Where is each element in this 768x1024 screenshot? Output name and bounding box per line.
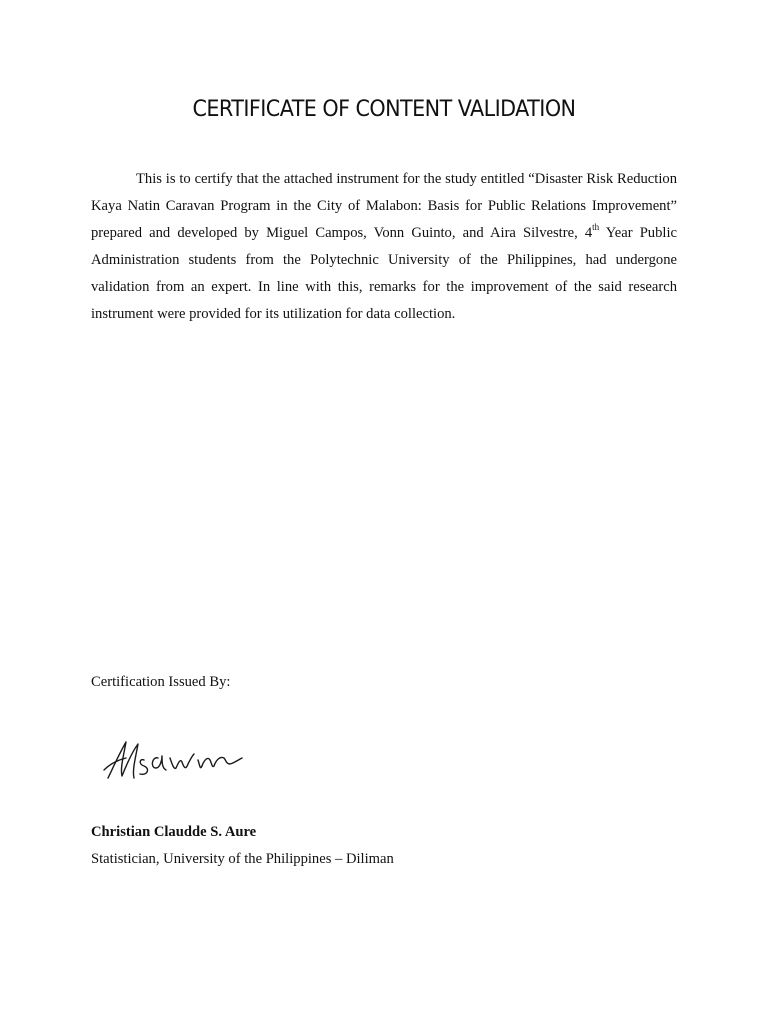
paragraph-text-rest: Year Public Administration students from the Polytechnic University of the Philippines, had undergone validation from an expert. In line with this, remarks for the improvement of the said research instrument were provided for its utilization for data collection. [91, 225, 677, 322]
signer-name: Christian Claudde S. Aure [91, 824, 257, 840]
signature-stroke-3 [152, 756, 166, 770]
page-title: CERTIFICATE OF CONTENT VALIDATION [192, 96, 576, 122]
signature-stroke-5 [198, 757, 242, 767]
ordinal-suffix: th [592, 222, 600, 232]
signer-title: Statistician, University of the Philippines – Diliman [91, 851, 394, 867]
certification-paragraph [91, 166, 677, 328]
paragraph-text-main: This is to certify that the attached instrument for the study entitled “Disaster Risk Reduction Kaya Natin Caravan Program in the City of Malabon: Basis for Public Relations Improvement” prepared and developed by Miguel Campos, Vonn Guinto, and Aira Silvestre, 4 [91, 171, 677, 241]
issued-by-label: Certification Issued By: [91, 674, 231, 690]
signature-stroke-1 [108, 742, 138, 778]
signature-image [100, 730, 250, 790]
signature-stroke-4 [170, 754, 194, 768]
signature-stroke-2 [140, 760, 147, 775]
